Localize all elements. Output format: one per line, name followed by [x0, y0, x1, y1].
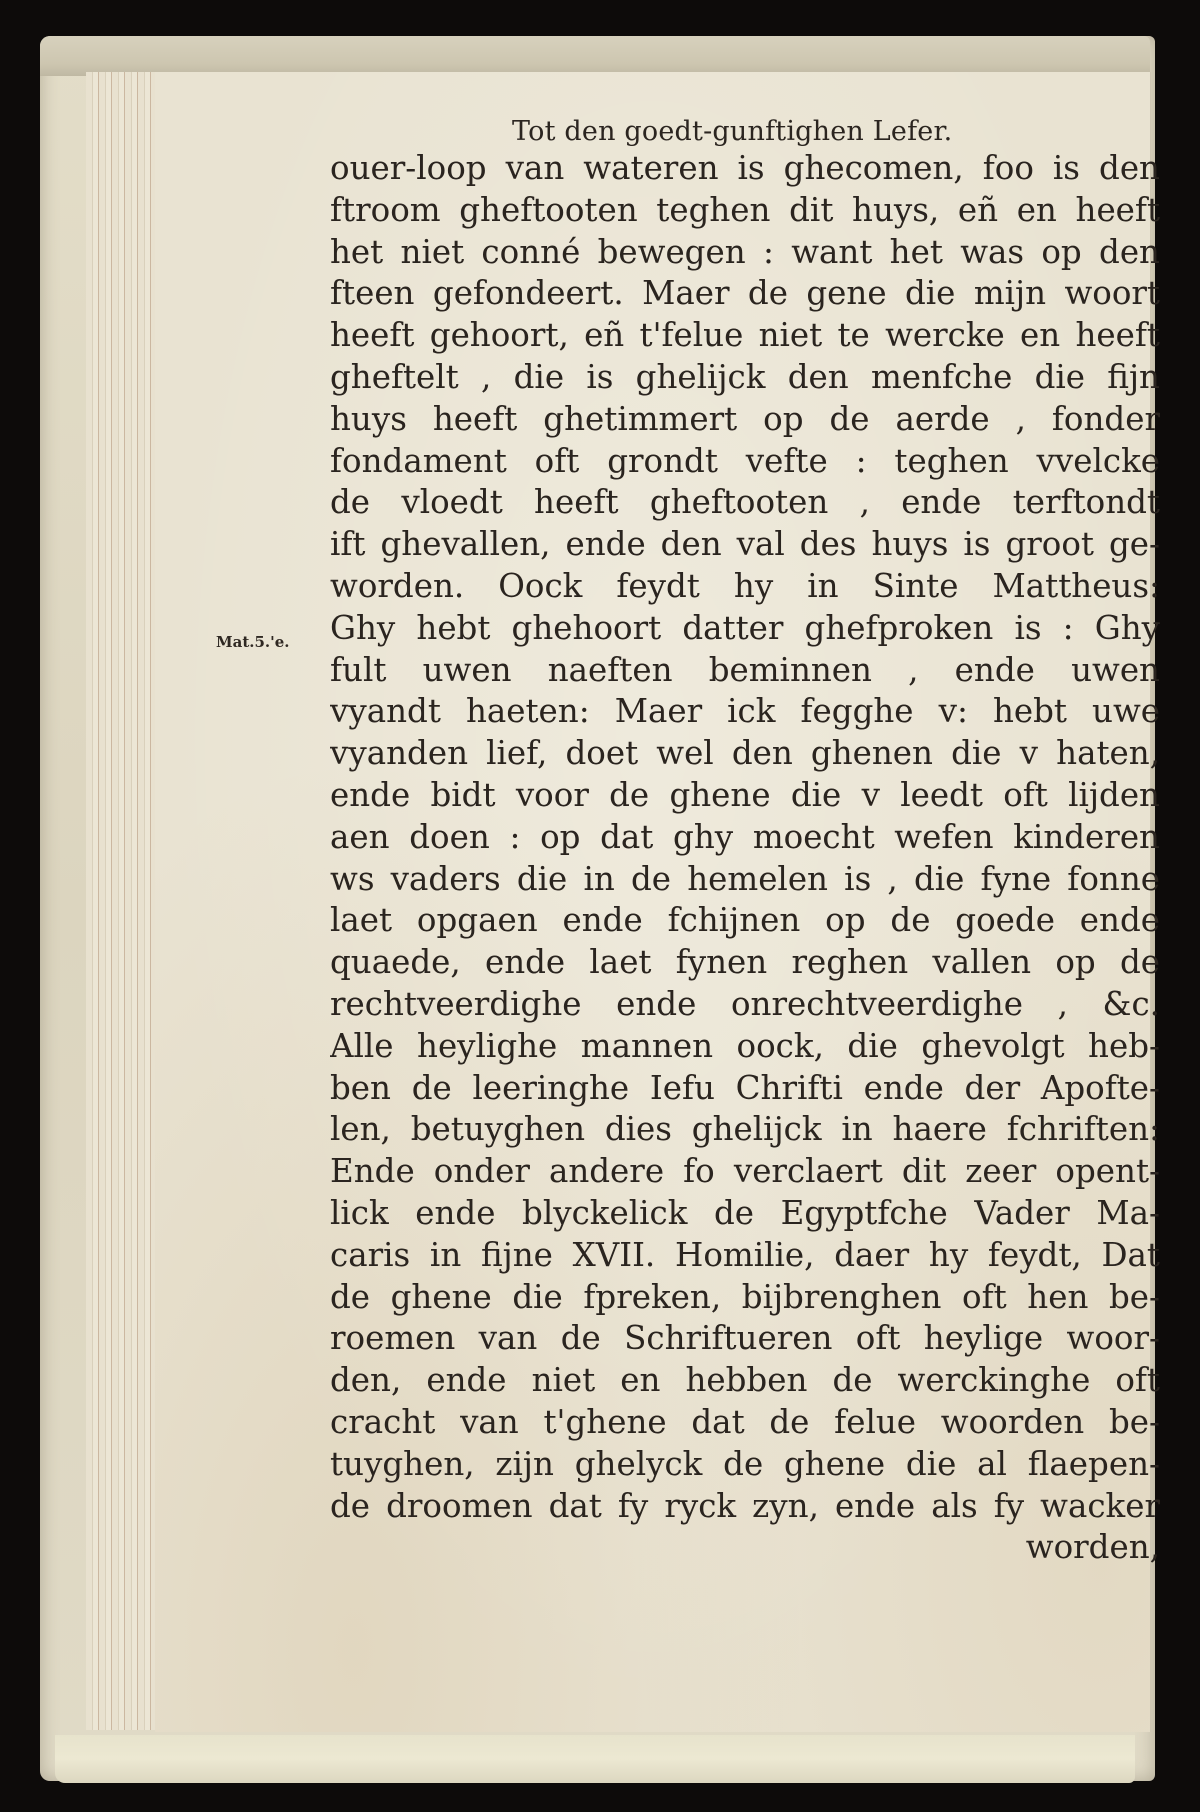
text-line: ftroom gheftooten teghen dit huys, eñ en heeft — [330, 190, 1160, 229]
text-line: vyandt haeten: Maer ick fegghe v: hebt uwe — [330, 692, 1160, 731]
text-line: caris in fijne XVII. Homilie, daer hy feydt, Dat — [330, 1235, 1160, 1274]
text-line: gheftelt , die is ghelijck den menfche die fijn — [330, 357, 1160, 396]
binding-top-edge — [40, 36, 1150, 76]
running-head: Tot den goedt-gunftighen Lefer. — [512, 116, 953, 147]
body-text — [330, 148, 1160, 1569]
text-line: de droomen dat fy ryck zyn, ende als fy wacker — [330, 1486, 1160, 1525]
text-line: len, betuyghen dies ghelijck in haere fchriften: — [330, 1110, 1160, 1149]
text-line: het niet conné bewegen : want het was op den — [330, 232, 1160, 271]
text-line: aen doen : op dat ghy moecht wefen kinderen — [330, 817, 1160, 856]
text-line: lick ende blyckelick de Egyptfche Vader Ma- — [330, 1193, 1160, 1232]
text-line: fondament oft grondt vefte : teghen vvelcke — [330, 441, 1160, 480]
binding-bottom-edge — [55, 1735, 1135, 1783]
text-line: roemen van de Schriftueren oft heylige woor- — [330, 1319, 1160, 1358]
text-line: fteen gefondeert. Maer de gene die mijn woort — [330, 274, 1160, 313]
text-line: fult uwen naeften beminnen , ende uwen — [330, 650, 1160, 689]
catchword-line: worden, — [1025, 1528, 1160, 1567]
text-line: ws vaders die in de hemelen is , die fyne fonne — [330, 859, 1160, 898]
text-line: quaede, ende laet fynen reghen vallen op de — [330, 943, 1160, 982]
text-line: de vloedt heeft gheftooten , ende terftondt — [330, 483, 1160, 522]
text-line: cracht van t'ghene dat de felue woorden be- — [330, 1402, 1160, 1441]
text-line: Alle heylighe mannen oock, die ghevolgt heb- — [330, 1026, 1160, 1065]
text-line: ende bidt voor de ghene die v leedt oft lijden — [330, 775, 1160, 814]
text-line: de ghene die fpreken, bijbrenghen oft hen be- — [330, 1277, 1160, 1316]
text-line: den, ende niet en hebben de werckinghe oft — [330, 1361, 1160, 1400]
text-line: ben de leeringhe Iefu Chrifti ende der Apofte- — [330, 1068, 1160, 1107]
text-line: ift ghevallen, ende den val des huys is groot ge- — [330, 525, 1160, 564]
text-line: huys heeft ghetimmert op de aerde , fonder — [330, 399, 1160, 438]
text-line: tuyghen, zijn ghelyck de ghene die al flaepen- — [330, 1444, 1160, 1483]
text-line: Ghy hebt ghehoort datter ghefproken is : Ghy — [330, 608, 1160, 647]
text-line: Ende onder andere fo verclaert dit zeer opent- — [330, 1152, 1160, 1191]
text-line: ouer-loop van wateren is ghecomen, foo is den — [330, 149, 1160, 187]
text-line: vyanden lief, doet wel den ghenen die v haten, — [330, 734, 1160, 773]
text-line: worden. Oock feydt hy in Sinte Mattheus: — [330, 566, 1160, 605]
marginal-note: Mat.5.'e. — [216, 633, 290, 651]
text-line: rechtveerdighe ende onrechtveerdighe , &c. — [330, 984, 1160, 1023]
text-line: laet opgaen ende fchijnen op de goede ende — [330, 901, 1160, 940]
text-line: heeft gehoort, eñ t'felue niet te wercke en heeft — [330, 316, 1160, 355]
page-edges — [86, 72, 157, 1730]
